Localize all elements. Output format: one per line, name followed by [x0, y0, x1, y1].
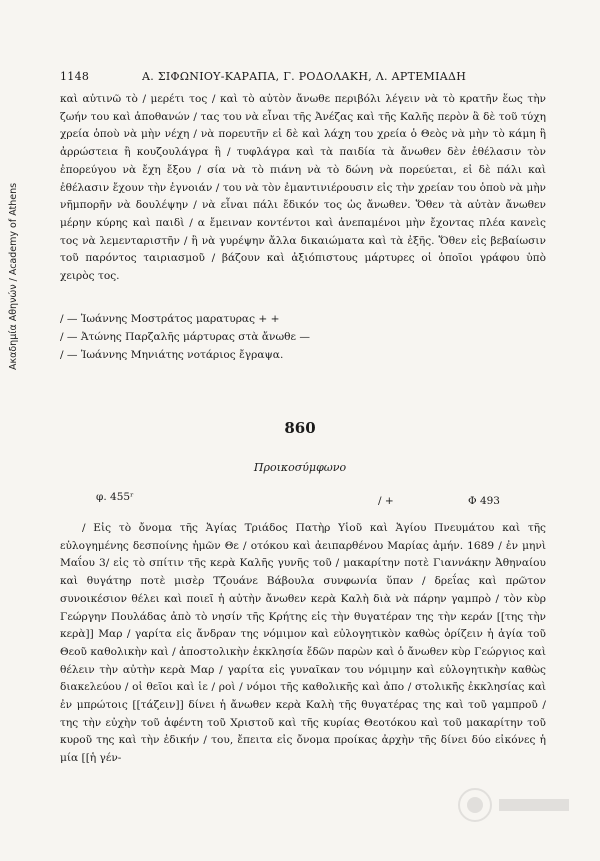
- signature-line-1: / — Ἰωάννης Μοστράτος μαρατυρας + +: [60, 313, 280, 325]
- continued-paragraph: καὶ αὐτινῶ τὸ / μερέτι τος / καὶ τὸ αὐτὸν ἄνωθε περιβόλι λέγειν νὰ τὸ κρατῆν ἕως τὴν ζωήν του καὶ ἀποθανών / τας του νὰ εἶναι τῆς Ἀνέζας καὶ τῆς Καλῆς περὸν ἃ δὲ τοῦ τύχη χρεία ὁποὺ νὰ μὴν νέχη / νὰ πορευτῆν εἰ δὲ καὶ λάχη του χρεία ὁ Θεὸς νὰ μὴν τὸ κάμη ἢ ἀρρώστεια ἢ κουζουλάγρα ἢ / τυφλάγρα καὶ τὰ παιδία τὰ ἄνωθεν δὲν ἐθέλασιν τὸν ἐπορεύγου νὰ ἔχη ἔξου / σία νὰ τὸ πιάνη νὰ τὸ δώνη νὰ πορεύεται, εἰ δὲ πάλι καὶ ἐθέλασιν ἔχουν τὴν ἐγνοιάν / του νὰ τὸν ἐμαντινιέρουσιν εἰς τὴν χρείαν του ὁποὺ νὰ μὴν νῆμπορῆν νὰ δουλέψην / νὰ εἶναι πάλι ἔδικόν τος ὡς ἄνωθεν. Ὅθεν τὰ αὐτὰν ἄνωθεν μέρην κύρης καὶ παιδὶ / α ἔμειναν κοντέντοι καὶ ἀνεπαμένοι μὴν ἔχοντας πλέα κανεὶς τος νὰ λεμενταριστῆν / ἢ νὰ γυρέψην ἄλλα δικαιώματα καὶ τὰ ἐξῆς. Ὅθεν εἰς βεβαίωσιν τοῦ παρόντος ταιριασμοῦ / βάζουν καὶ ἀξιόπιστους μάρτυρες οἱ ὁποῖοι γράφου ὑπὸ χειρὸς τος.: [60, 93, 546, 283]
- body-paragraph: / Εἰς τὸ ὄνομα τῆς Ἁγίας Τριάδος Πατὴρ Υἱοῦ καὶ Ἁγίου Πνευμάτου καὶ τῆς εὐλογημένης δεσποίνης ἡμῶν Θε / οτόκου καὶ ἀειπαρθένου Μαρίας ἀμήν. 1689 / ἐν μηνὶ Μαΐου 3/ εἰς τὸ σπίτιν τῆς κερὰ Καλῆς γυνῆς τοῦ / μακαρίτην ποτὲ Γιαννάκην Ἀθηναίου καὶ θυγάτηρ ποτὲ μισὲρ Τζουάνε Βάβουλα συνφωνία ὕπαν / δρεΐας καὶ πρῶτον συνοικέσιον θέλει καὶ ποιεῖ ἡ αὐτὴν ἄνωθεν κερὰ Καλὴ διὰ νὰ πάρην γαμπρὸ / τὸν κὺρ Γεώργην Πουλάδας ἀπὸ τὸ νησίν τῆς Κρήτης εἰς τὴν θυγατέραν της τὴν κεράν [[της τὴν κερὰ]] Μαρ / γαρίτα εἰς ἄνδραν της νόμιμον καὶ εὐλογητικὸν καθὼς ὁρίζειν ἡ ἁγία τοῦ Θεοῦ καθολικὴν καὶ / ἀποστολικὴν ἐκκλησία ἔδῶν παρὼν καὶ ὁ ἄνωθεν κὺρ Γεώργιος καὶ θέλειν τὴν αὐτὴν κερὰ Μαρ / γαρίτα εἰς γυναῖκαν του νόμιμην καὶ εὐλογητικὴν καθὼς διακελεύου / οἱ θεῖοι καὶ ἱε / ροὶ / νόμοι τῆς καθολικῆς καὶ ἀπο / στολικῆς ἐκκλησίας καὶ ἐν μπρώτοις [[τάζειν]] δίνει ἡ ἄνωθεν κερὰ Καλὴ τῆς θυγατέρας της καὶ τοῦ γαμπροῦ / της τὴν εὐχὴν τοῦ ἀφέντη τοῦ Χριστοῦ καὶ τῆς κυρίας Θεοτόκου καὶ τοῦ μακαρίτην τοῦ κυροῦ της καὶ τὴν ἐδικήν / του, ἔπειτα εἰς ὄνομα προίκας ἀρχὴν τῆς δίνει δύο εἰκόνες ἡ μία [[ἡ γέν-: [60, 522, 546, 765]
- archive-stamp: [8, 40, 22, 370]
- archive-stamp-text: Ακαδημία Αθηνών / Academy of Athens: [8, 182, 19, 370]
- folio-reference: φ. 455ʳ: [96, 491, 134, 503]
- watermark-logo: [455, 785, 575, 825]
- document-body: [60, 520, 546, 768]
- signature-line-2: / — Ἀτώνης Παρζαλῆς μάρτυρας στὰ ἄνωθε —: [60, 331, 310, 343]
- document-title: Προικοσύμφωνο: [253, 461, 347, 474]
- cross-mark: / +: [378, 495, 394, 507]
- document-number: 860: [284, 419, 316, 437]
- signature-line-3: / — Ἰωάννης Μηνιάτης νοτάριος ἔγραψα.: [60, 349, 284, 361]
- archive-reference: Φ 493: [468, 495, 500, 507]
- continued-text-block: [60, 91, 546, 286]
- running-title: Α. ΣΙΦΩΝΙΟΥ-ΚΑΡΑΠΑ, Γ. ΡΟΔΟΛΑΚΗ, Λ. ΑΡΤΕΜΙΑΔΗ: [142, 70, 467, 83]
- page-number: 1148: [60, 70, 90, 83]
